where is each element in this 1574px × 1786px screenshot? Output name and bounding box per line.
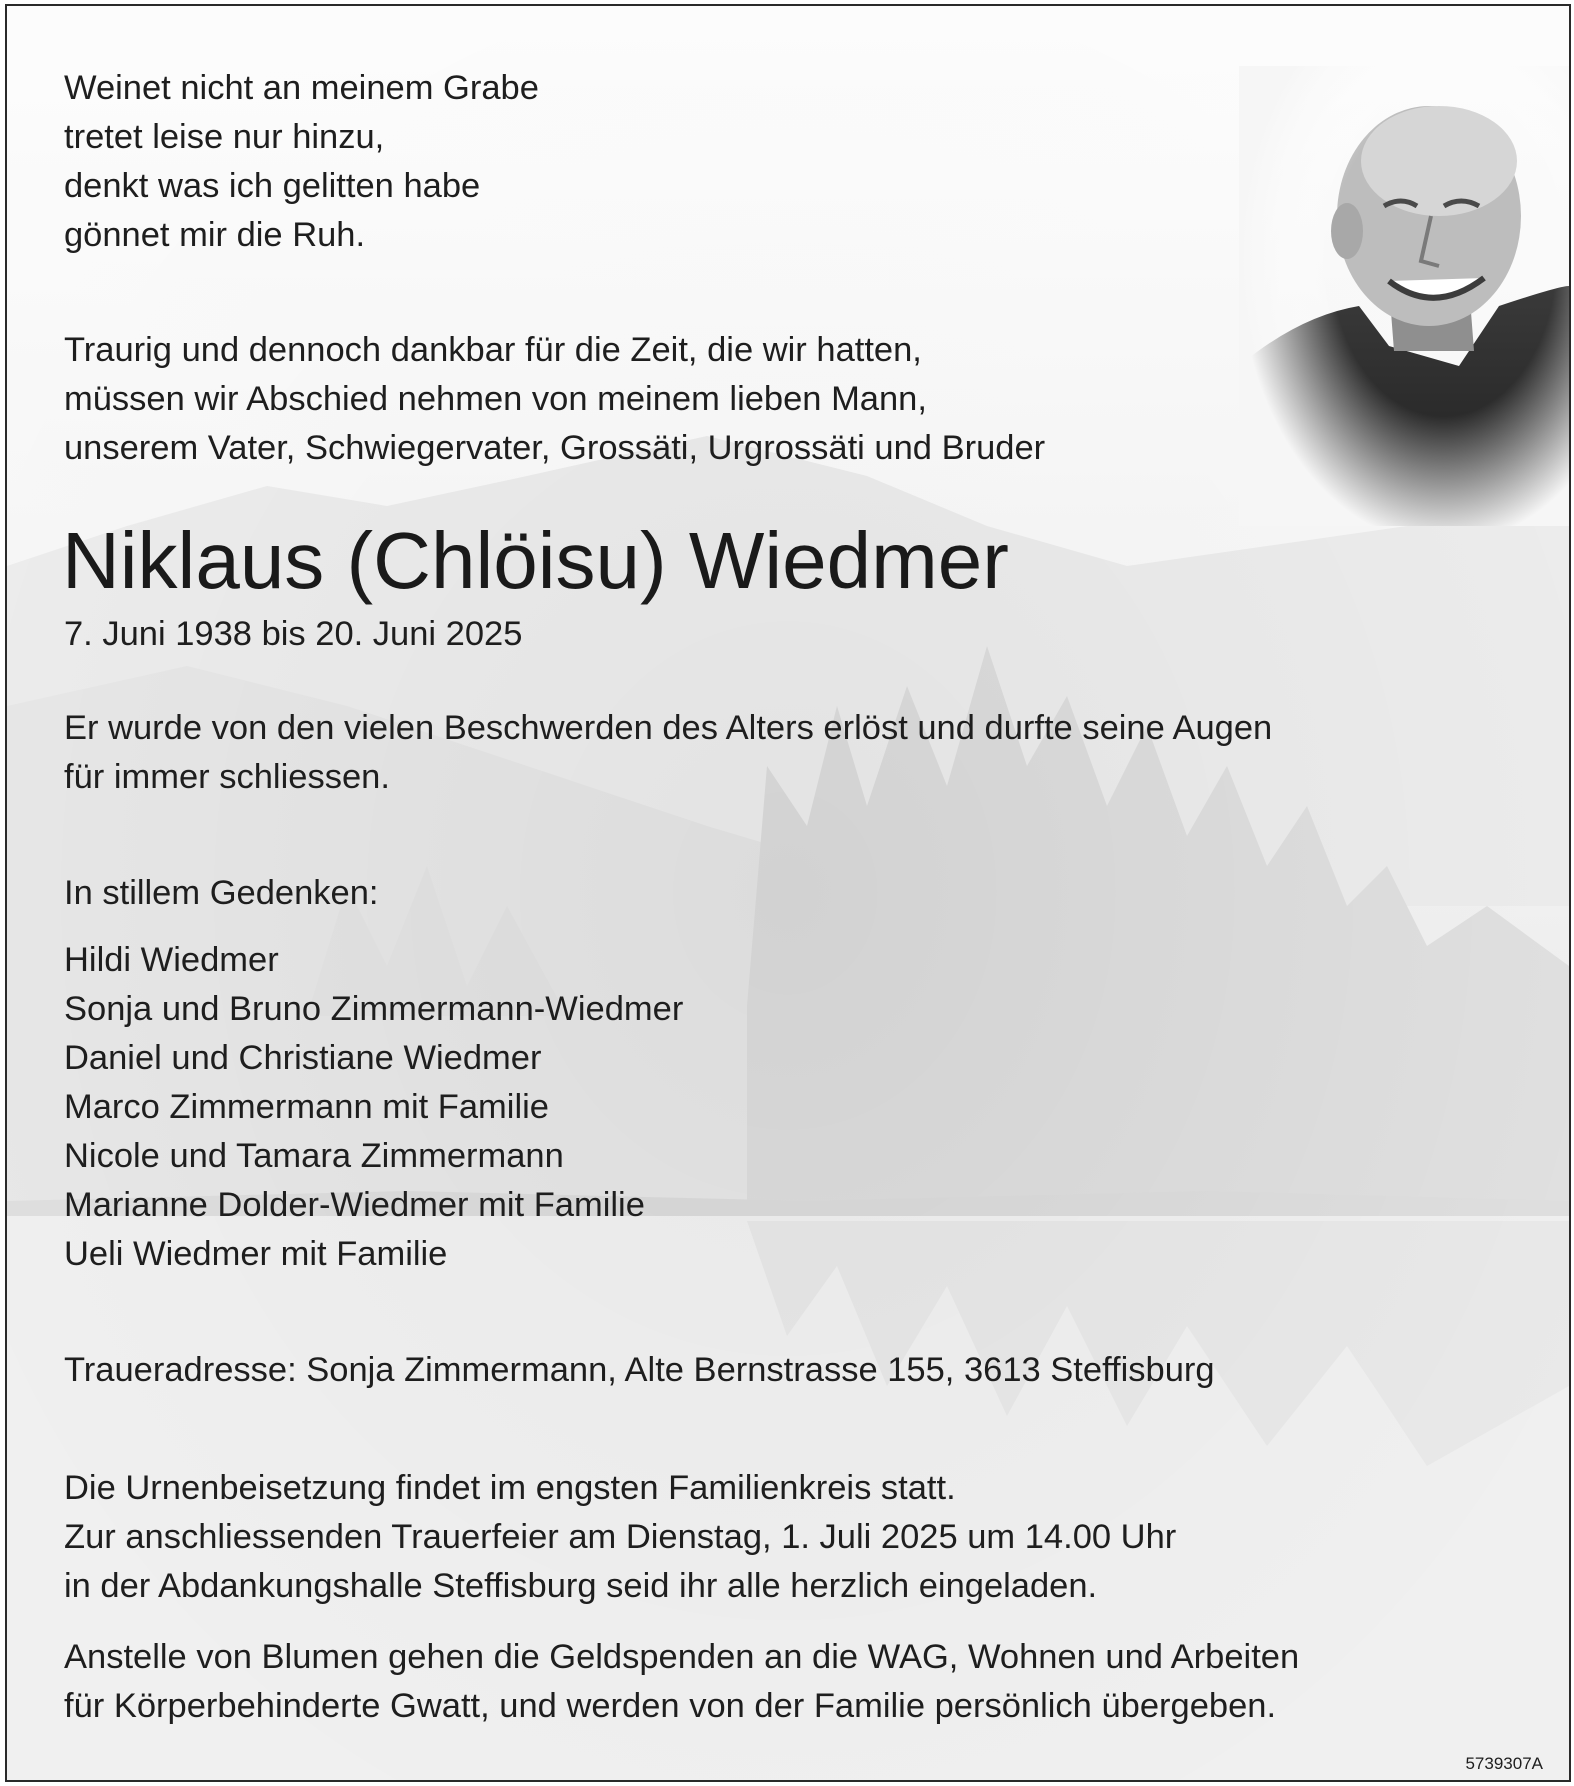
poem-line: denkt was ich gelitten habe [64, 167, 481, 205]
release-line: Er wurde von den vielen Beschwerden des Alters erlöst und durfte seine Augen [64, 709, 1273, 747]
family-member: Hildi Wiedmer [64, 941, 279, 979]
memory-heading: In stillem Gedenken: [64, 874, 379, 912]
deceased-name: Niklaus (Chlöisu) Wiedmer [62, 516, 1009, 605]
family-member: Daniel und Christiane Wiedmer [64, 1039, 542, 1077]
family-list [64, 936, 683, 1279]
obituary-frame [5, 4, 1571, 1782]
intro-line: unserem Vater, Schwiegervater, Grossäti, Urgrossäti und Bruder [64, 429, 1046, 467]
portrait-photo [1239, 66, 1569, 526]
release-line: für immer schliessen. [64, 758, 390, 796]
poem-line: Weinet nicht an meinem Grabe [64, 69, 539, 107]
intro-paragraph [64, 326, 1045, 473]
service-line: Zur anschliessenden Trauerfeier am Dienstag, 1. Juli 2025 um 14.00 Uhr [64, 1518, 1177, 1556]
mourning-address: Traueradresse: Sonja Zimmermann, Alte Bernstrasse 155, 3613 Steffisburg [64, 1351, 1215, 1389]
donation-paragraph [64, 1633, 1299, 1731]
reference-number: 5739307A [1465, 1754, 1543, 1773]
poem [64, 64, 539, 260]
family-member: Sonja und Bruno Zimmermann-Wiedmer [64, 990, 684, 1028]
family-member: Marianne Dolder-Wiedmer mit Familie [64, 1186, 645, 1224]
service-line: in der Abdankungshalle Steffisburg seid ihr alle herzlich eingeladen. [64, 1567, 1098, 1605]
family-member: Nicole und Tamara Zimmermann [64, 1137, 564, 1175]
intro-line: müssen wir Abschied nehmen von meinem lieben Mann, [64, 380, 927, 418]
poem-line: gönnet mir die Ruh. [64, 216, 366, 254]
service-paragraph [64, 1464, 1176, 1611]
donation-line: Anstelle von Blumen gehen die Geldspenden an die WAG, Wohnen und Arbeiten [64, 1638, 1300, 1676]
family-member: Ueli Wiedmer mit Familie [64, 1235, 448, 1273]
intro-line: Traurig und dennoch dankbar für die Zeit, die wir hatten, [64, 331, 922, 369]
donation-line: für Körperbehinderte Gwatt, und werden von der Familie persönlich übergeben. [64, 1687, 1277, 1725]
release-paragraph [64, 704, 1272, 802]
poem-line: tretet leise nur hinzu, [64, 118, 385, 156]
family-member: Marco Zimmermann mit Familie [64, 1088, 549, 1126]
life-dates: 7. Juni 1938 bis 20. Juni 2025 [64, 615, 523, 653]
service-line: Die Urnenbeisetzung findet im engsten Familienkreis statt. [64, 1469, 956, 1507]
